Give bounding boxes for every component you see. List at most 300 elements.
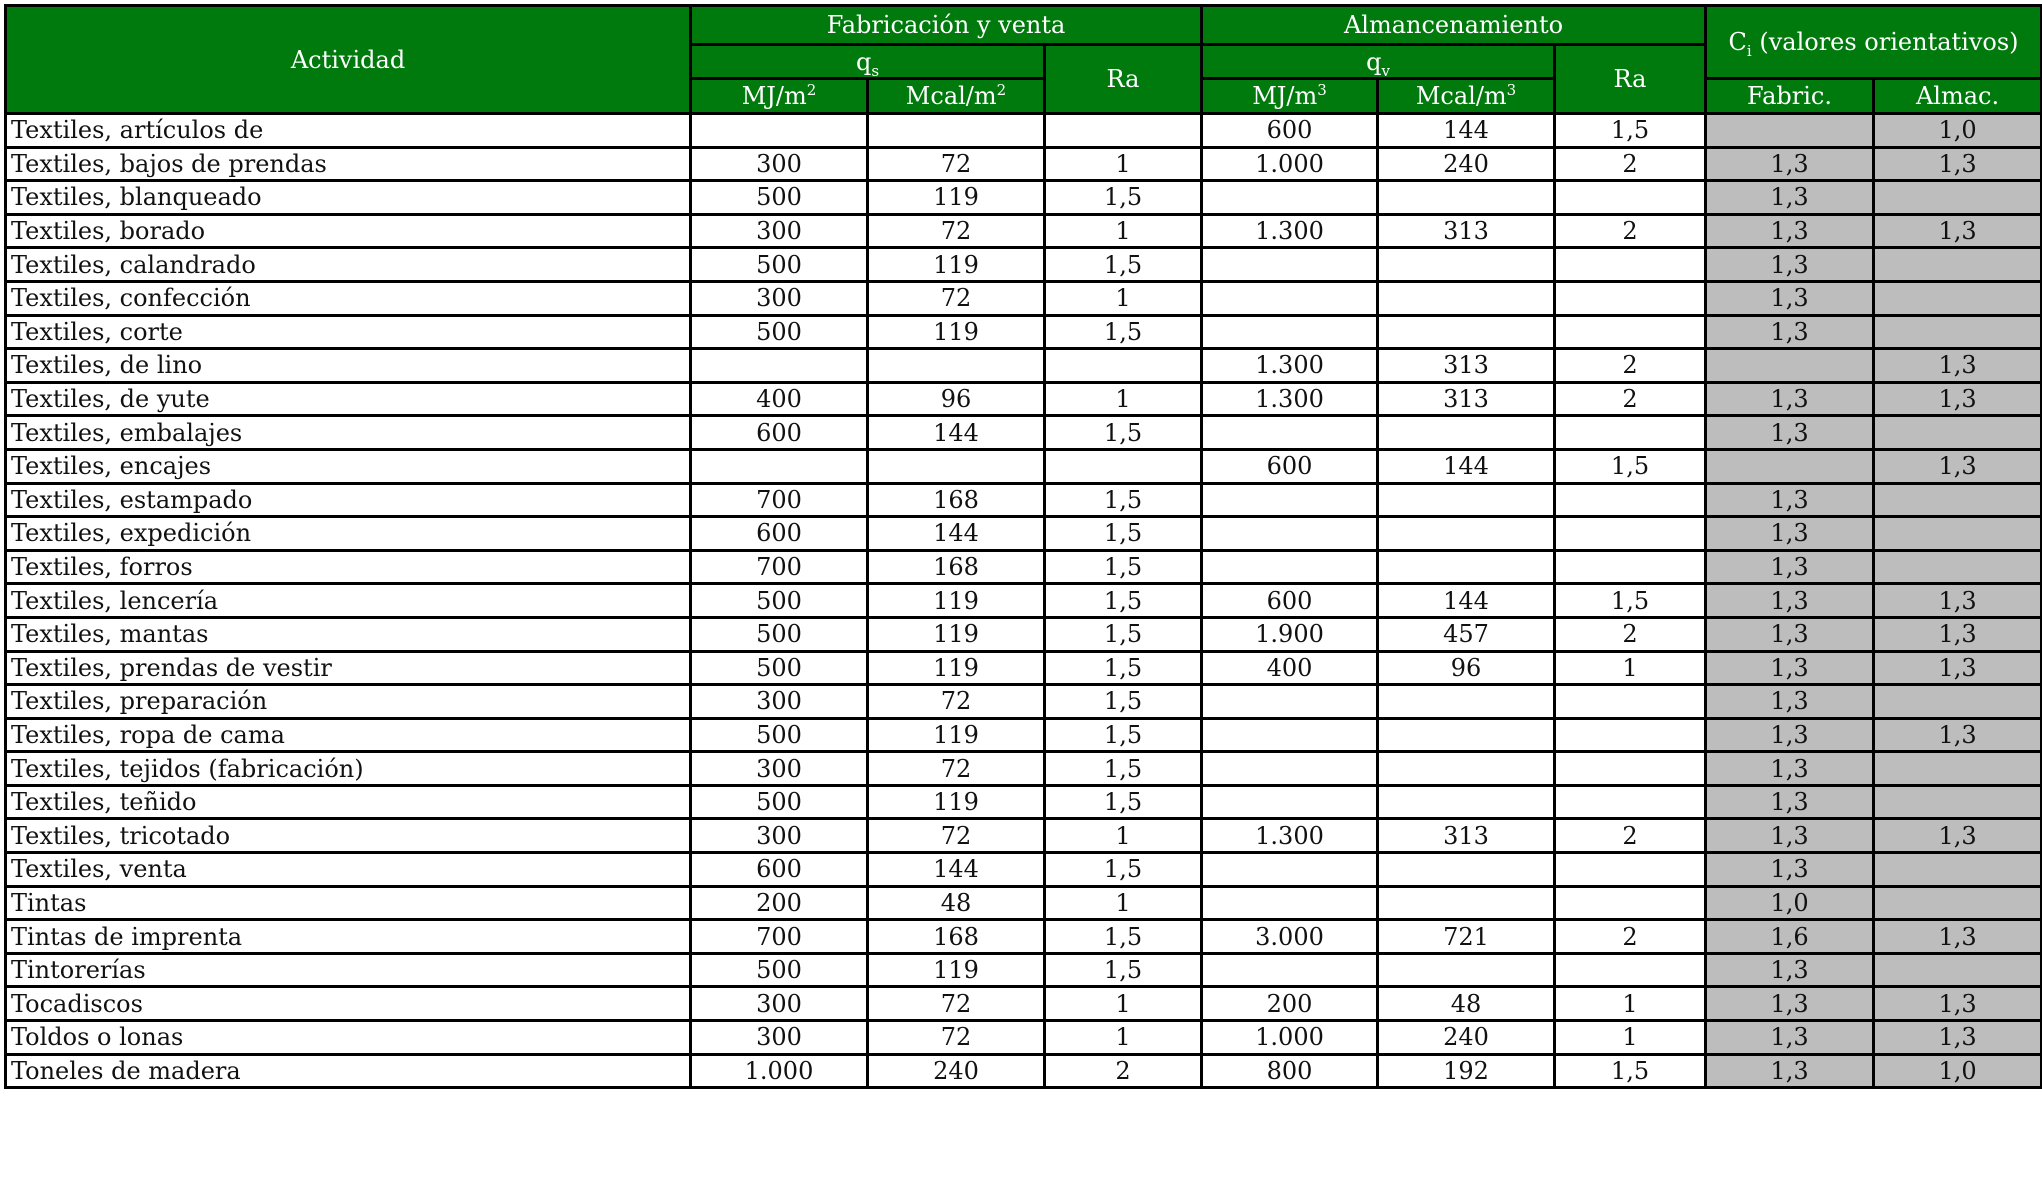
cell-fab-mj-m2: 300 — [691, 281, 868, 315]
cell-alm-mcal-m3: 48 — [1378, 987, 1555, 1021]
cell-alm-mcal-m3: 144 — [1378, 449, 1555, 483]
cell-ci-fabric: 1,3 — [1706, 617, 1874, 651]
cell-actividad: Textiles, borado — [6, 214, 691, 248]
cell-alm-ra — [1555, 718, 1706, 752]
cell-fab-ra: 1,5 — [1045, 181, 1202, 215]
table-header — [6, 6, 2042, 114]
cell-fab-mcal-m2: 168 — [868, 920, 1045, 954]
cell-fab-mcal-m2: 119 — [868, 248, 1045, 282]
cell-fab-mj-m2: 700 — [691, 920, 868, 954]
cell-alm-ra — [1555, 785, 1706, 819]
cell-ci-almac: 1,3 — [1874, 349, 2042, 383]
cell-ci-fabric: 1,3 — [1706, 853, 1874, 887]
cell-fab-ra: 2 — [1045, 1054, 1202, 1088]
table-row — [6, 281, 2042, 315]
cell-actividad: Toldos o lonas — [6, 1021, 691, 1055]
cell-ci-almac — [1874, 886, 2042, 920]
cell-ci-almac — [1874, 248, 2042, 282]
cell-actividad: Textiles, estampado — [6, 483, 691, 517]
cell-ci-almac — [1874, 785, 2042, 819]
cell-fab-mcal-m2: 72 — [868, 819, 1045, 853]
cell-ci-almac: 1,3 — [1874, 214, 2042, 248]
cell-alm-ra: 2 — [1555, 617, 1706, 651]
cell-alm-mcal-m3 — [1378, 181, 1555, 215]
cell-alm-mcal-m3: 721 — [1378, 920, 1555, 954]
header-qv: $q_v$ — [1202, 45, 1555, 79]
table-row — [6, 1021, 2042, 1055]
cell-fab-ra: 1,5 — [1045, 416, 1202, 450]
cell-ci-fabric: 1,3 — [1706, 181, 1874, 215]
cell-fab-mj-m2: 500 — [691, 617, 868, 651]
cell-actividad: Textiles, corte — [6, 315, 691, 349]
cell-alm-mcal-m3 — [1378, 853, 1555, 887]
fire-load-table — [4, 4, 2042, 1089]
cell-fab-mcal-m2: 72 — [868, 281, 1045, 315]
table-row — [6, 651, 2042, 685]
cell-ci-almac — [1874, 953, 2042, 987]
table-row — [6, 987, 2042, 1021]
cell-fab-mcal-m2 — [868, 349, 1045, 383]
cell-alm-mcal-m3 — [1378, 483, 1555, 517]
table-row — [6, 214, 2042, 248]
cell-alm-mj-m3: 1.000 — [1202, 147, 1378, 181]
cell-fab-ra: 1,5 — [1045, 752, 1202, 786]
cell-ci-almac — [1874, 416, 2042, 450]
header-fabricacion-venta: Fabricación y venta — [691, 6, 1202, 45]
cell-ci-almac: 1,3 — [1874, 819, 2042, 853]
cell-alm-ra: 1,5 — [1555, 449, 1706, 483]
cell-ci-fabric: 1,3 — [1706, 281, 1874, 315]
cell-fab-mj-m2 — [691, 114, 868, 148]
cell-fab-ra: 1,5 — [1045, 315, 1202, 349]
cell-alm-mcal-m3: 457 — [1378, 617, 1555, 651]
cell-alm-ra — [1555, 416, 1706, 450]
cell-alm-mj-m3 — [1202, 785, 1378, 819]
fire-load-table-container — [4, 4, 2042, 1089]
header-qs: $q_s$ — [691, 45, 1045, 79]
cell-fab-mj-m2 — [691, 449, 868, 483]
cell-alm-ra: 2 — [1555, 819, 1706, 853]
cell-fab-ra: 1 — [1045, 214, 1202, 248]
cell-alm-ra — [1555, 248, 1706, 282]
cell-ci-fabric: 1,3 — [1706, 382, 1874, 416]
cell-fab-mcal-m2: 72 — [868, 752, 1045, 786]
cell-alm-mcal-m3: 313 — [1378, 214, 1555, 248]
cell-ci-almac: 1,3 — [1874, 987, 2042, 1021]
cell-fab-mj-m2: 500 — [691, 785, 868, 819]
cell-ci-almac — [1874, 281, 2042, 315]
cell-alm-ra — [1555, 752, 1706, 786]
cell-alm-mcal-m3: 240 — [1378, 1021, 1555, 1055]
table-row — [6, 349, 2042, 383]
cell-fab-ra: 1,5 — [1045, 853, 1202, 887]
table-row — [6, 685, 2042, 719]
cell-alm-mj-m3 — [1202, 315, 1378, 349]
cell-alm-ra: 1 — [1555, 987, 1706, 1021]
cell-fab-mcal-m2: 72 — [868, 987, 1045, 1021]
cell-alm-ra: 1 — [1555, 1021, 1706, 1055]
cell-ci-almac: 1,3 — [1874, 617, 2042, 651]
cell-alm-mj-m3 — [1202, 483, 1378, 517]
table-row — [6, 315, 2042, 349]
cell-alm-mcal-m3 — [1378, 718, 1555, 752]
cell-alm-mj-m3 — [1202, 248, 1378, 282]
table-row — [6, 181, 2042, 215]
cell-ci-almac: 1,3 — [1874, 920, 2042, 954]
cell-fab-ra: 1 — [1045, 1021, 1202, 1055]
cell-actividad: Textiles, artículos de — [6, 114, 691, 148]
cell-actividad: Textiles, embalajes — [6, 416, 691, 450]
cell-ci-fabric: 1,3 — [1706, 416, 1874, 450]
cell-ci-almac: 1,0 — [1874, 114, 2042, 148]
cell-ci-almac: 1,3 — [1874, 651, 2042, 685]
cell-fab-ra: 1,5 — [1045, 785, 1202, 819]
header-mj-m3: $MJ/m^3$ — [1202, 79, 1378, 114]
cell-alm-mj-m3 — [1202, 953, 1378, 987]
cell-alm-ra — [1555, 281, 1706, 315]
cell-ci-almac: 1,0 — [1874, 1054, 2042, 1088]
cell-fab-mcal-m2: 96 — [868, 382, 1045, 416]
cell-actividad: Tintas de imprenta — [6, 920, 691, 954]
cell-alm-ra: 1,5 — [1555, 114, 1706, 148]
cell-alm-mj-m3 — [1202, 416, 1378, 450]
cell-alm-mcal-m3: 144 — [1378, 114, 1555, 148]
header-almacenamiento: Almancenamiento — [1202, 6, 1706, 45]
cell-actividad: Textiles, prendas de vestir — [6, 651, 691, 685]
cell-ci-almac — [1874, 685, 2042, 719]
cell-fab-mcal-m2: 72 — [868, 147, 1045, 181]
cell-ci-fabric: 1,3 — [1706, 651, 1874, 685]
cell-alm-ra: 1,5 — [1555, 584, 1706, 618]
table-row — [6, 147, 2042, 181]
cell-alm-ra — [1555, 685, 1706, 719]
cell-fab-ra: 1,5 — [1045, 651, 1202, 685]
cell-alm-mj-m3: 600 — [1202, 449, 1378, 483]
cell-ci-almac — [1874, 517, 2042, 551]
table-row — [6, 416, 2042, 450]
cell-fab-mj-m2: 700 — [691, 483, 868, 517]
cell-alm-mj-m3 — [1202, 550, 1378, 584]
cell-fab-mj-m2: 300 — [691, 214, 868, 248]
cell-alm-mcal-m3 — [1378, 785, 1555, 819]
cell-fab-ra: 1 — [1045, 819, 1202, 853]
cell-fab-mcal-m2: 119 — [868, 584, 1045, 618]
cell-fab-ra — [1045, 449, 1202, 483]
cell-alm-ra — [1555, 853, 1706, 887]
cell-alm-ra — [1555, 953, 1706, 987]
cell-alm-mcal-m3 — [1378, 248, 1555, 282]
cell-ci-fabric: 1,3 — [1706, 685, 1874, 719]
cell-ci-fabric: 1,3 — [1706, 718, 1874, 752]
cell-fab-ra: 1,5 — [1045, 718, 1202, 752]
cell-fab-ra: 1,5 — [1045, 550, 1202, 584]
cell-alm-mj-m3: 1.300 — [1202, 214, 1378, 248]
table-row — [6, 617, 2042, 651]
cell-fab-ra: 1,5 — [1045, 483, 1202, 517]
table-row — [6, 114, 2042, 148]
cell-fab-mj-m2: 600 — [691, 853, 868, 887]
cell-actividad: Textiles, calandrado — [6, 248, 691, 282]
header-ci-valores: $C_i$ (valores orientativos) — [1706, 6, 2042, 79]
cell-alm-mcal-m3 — [1378, 281, 1555, 315]
cell-fab-ra: 1,5 — [1045, 517, 1202, 551]
cell-alm-mcal-m3: 144 — [1378, 584, 1555, 618]
header-actividad: Actividad — [6, 6, 691, 114]
cell-fab-ra — [1045, 114, 1202, 148]
cell-ci-fabric: 1,3 — [1706, 987, 1874, 1021]
table-row — [6, 953, 2042, 987]
table-row — [6, 1054, 2042, 1088]
cell-fab-mcal-m2: 48 — [868, 886, 1045, 920]
cell-alm-ra: 2 — [1555, 349, 1706, 383]
cell-alm-mcal-m3 — [1378, 517, 1555, 551]
header-almac: Almac. — [1874, 79, 2042, 114]
cell-ci-fabric: 1,3 — [1706, 248, 1874, 282]
cell-fab-mj-m2: 200 — [691, 886, 868, 920]
table-row — [6, 584, 2042, 618]
cell-alm-mcal-m3 — [1378, 685, 1555, 719]
cell-fab-ra: 1 — [1045, 281, 1202, 315]
cell-alm-mcal-m3 — [1378, 416, 1555, 450]
cell-ci-almac: 1,3 — [1874, 584, 2042, 618]
cell-fab-mj-m2: 600 — [691, 416, 868, 450]
cell-alm-mcal-m3 — [1378, 550, 1555, 584]
cell-fab-ra: 1,5 — [1045, 248, 1202, 282]
cell-alm-mj-m3 — [1202, 853, 1378, 887]
table-row — [6, 517, 2042, 551]
cell-alm-ra: 1 — [1555, 651, 1706, 685]
cell-actividad: Textiles, confección — [6, 281, 691, 315]
cell-fab-mj-m2: 500 — [691, 953, 868, 987]
header-ra-fabricacion: Ra — [1045, 45, 1202, 114]
cell-actividad: Toneles de madera — [6, 1054, 691, 1088]
cell-alm-mj-m3: 400 — [1202, 651, 1378, 685]
header-mj-m2: $MJ/m^2$ — [691, 79, 868, 114]
cell-fab-mj-m2: 700 — [691, 550, 868, 584]
cell-ci-fabric: 1,3 — [1706, 819, 1874, 853]
cell-actividad: Textiles, venta — [6, 853, 691, 887]
cell-ci-almac — [1874, 752, 2042, 786]
cell-ci-almac — [1874, 181, 2042, 215]
cell-ci-fabric: 1,3 — [1706, 752, 1874, 786]
cell-ci-fabric: 1,3 — [1706, 953, 1874, 987]
cell-alm-ra — [1555, 483, 1706, 517]
cell-fab-mcal-m2 — [868, 449, 1045, 483]
cell-fab-mj-m2: 400 — [691, 382, 868, 416]
cell-alm-ra — [1555, 517, 1706, 551]
cell-ci-almac — [1874, 315, 2042, 349]
cell-fab-mcal-m2: 119 — [868, 785, 1045, 819]
cell-alm-mj-m3 — [1202, 181, 1378, 215]
cell-alm-mj-m3 — [1202, 718, 1378, 752]
cell-actividad: Textiles, tejidos (fabricación) — [6, 752, 691, 786]
cell-alm-mj-m3: 200 — [1202, 987, 1378, 1021]
cell-fab-mcal-m2: 72 — [868, 685, 1045, 719]
table-row — [6, 718, 2042, 752]
cell-ci-fabric: 1,3 — [1706, 517, 1874, 551]
cell-alm-mj-m3: 1.000 — [1202, 1021, 1378, 1055]
cell-fab-ra: 1 — [1045, 147, 1202, 181]
cell-ci-fabric: 1,3 — [1706, 147, 1874, 181]
cell-alm-ra: 2 — [1555, 382, 1706, 416]
cell-fab-ra: 1 — [1045, 886, 1202, 920]
cell-alm-mcal-m3 — [1378, 315, 1555, 349]
table-row — [6, 920, 2042, 954]
table-body — [6, 114, 2042, 1088]
cell-alm-mcal-m3: 313 — [1378, 382, 1555, 416]
table-row — [6, 248, 2042, 282]
cell-alm-mcal-m3: 313 — [1378, 349, 1555, 383]
cell-fab-mj-m2: 300 — [691, 987, 868, 1021]
cell-alm-mj-m3: 600 — [1202, 584, 1378, 618]
cell-actividad: Textiles, de yute — [6, 382, 691, 416]
header-mcal-m2: Mcal/$m^2$ — [868, 79, 1045, 114]
cell-actividad: Textiles, de lino — [6, 349, 691, 383]
cell-ci-fabric: 1,3 — [1706, 550, 1874, 584]
cell-alm-ra: 2 — [1555, 214, 1706, 248]
cell-ci-almac — [1874, 853, 2042, 887]
cell-actividad: Textiles, lencería — [6, 584, 691, 618]
cell-ci-fabric: 1,3 — [1706, 483, 1874, 517]
cell-fab-mj-m2: 300 — [691, 147, 868, 181]
cell-fab-mj-m2: 1.000 — [691, 1054, 868, 1088]
cell-alm-ra: 1,5 — [1555, 1054, 1706, 1088]
cell-fab-mcal-m2: 119 — [868, 315, 1045, 349]
cell-alm-mcal-m3: 192 — [1378, 1054, 1555, 1088]
table-row — [6, 382, 2042, 416]
cell-fab-mcal-m2: 168 — [868, 550, 1045, 584]
cell-ci-fabric: 1,3 — [1706, 785, 1874, 819]
cell-fab-mj-m2: 500 — [691, 584, 868, 618]
cell-fab-ra: 1,5 — [1045, 953, 1202, 987]
cell-alm-mj-m3 — [1202, 752, 1378, 786]
cell-fab-mcal-m2: 144 — [868, 853, 1045, 887]
cell-ci-fabric: 1,6 — [1706, 920, 1874, 954]
cell-fab-mcal-m2: 144 — [868, 416, 1045, 450]
cell-fab-mj-m2: 500 — [691, 651, 868, 685]
cell-alm-mcal-m3: 96 — [1378, 651, 1555, 685]
cell-actividad: Textiles, mantas — [6, 617, 691, 651]
cell-alm-mj-m3: 600 — [1202, 114, 1378, 148]
cell-fab-mcal-m2: 119 — [868, 617, 1045, 651]
cell-fab-mj-m2: 500 — [691, 315, 868, 349]
cell-ci-fabric: 1,0 — [1706, 886, 1874, 920]
cell-alm-mj-m3: 3.000 — [1202, 920, 1378, 954]
cell-fab-mcal-m2: 72 — [868, 214, 1045, 248]
cell-alm-mcal-m3 — [1378, 752, 1555, 786]
cell-fab-ra: 1,5 — [1045, 584, 1202, 618]
table-row — [6, 886, 2042, 920]
cell-ci-fabric — [1706, 114, 1874, 148]
cell-fab-mcal-m2: 119 — [868, 718, 1045, 752]
cell-fab-mj-m2: 500 — [691, 248, 868, 282]
cell-ci-fabric: 1,3 — [1706, 1054, 1874, 1088]
table-row — [6, 819, 2042, 853]
table-row — [6, 550, 2042, 584]
cell-alm-ra — [1555, 886, 1706, 920]
cell-alm-ra — [1555, 181, 1706, 215]
cell-fab-mcal-m2: 144 — [868, 517, 1045, 551]
cell-ci-almac: 1,3 — [1874, 718, 2042, 752]
cell-fab-mj-m2: 300 — [691, 752, 868, 786]
cell-alm-mcal-m3: 313 — [1378, 819, 1555, 853]
cell-alm-mj-m3: 1.900 — [1202, 617, 1378, 651]
cell-alm-mj-m3 — [1202, 517, 1378, 551]
cell-ci-almac — [1874, 483, 2042, 517]
header-fabric: Fabric. — [1706, 79, 1874, 114]
cell-alm-mj-m3 — [1202, 281, 1378, 315]
cell-ci-almac: 1,3 — [1874, 1021, 2042, 1055]
cell-alm-ra — [1555, 315, 1706, 349]
cell-fab-mj-m2: 300 — [691, 819, 868, 853]
cell-alm-mj-m3 — [1202, 886, 1378, 920]
cell-actividad: Textiles, bajos de prendas — [6, 147, 691, 181]
cell-alm-mcal-m3: 240 — [1378, 147, 1555, 181]
cell-actividad: Textiles, tricotado — [6, 819, 691, 853]
cell-actividad: Tocadiscos — [6, 987, 691, 1021]
cell-fab-mcal-m2: 119 — [868, 953, 1045, 987]
cell-alm-mj-m3: 1.300 — [1202, 819, 1378, 853]
cell-fab-mcal-m2 — [868, 114, 1045, 148]
cell-alm-ra: 2 — [1555, 147, 1706, 181]
cell-fab-mcal-m2: 168 — [868, 483, 1045, 517]
cell-fab-mcal-m2: 119 — [868, 651, 1045, 685]
cell-fab-ra: 1,5 — [1045, 920, 1202, 954]
cell-ci-almac: 1,3 — [1874, 382, 2042, 416]
cell-actividad: Textiles, ropa de cama — [6, 718, 691, 752]
table-row — [6, 483, 2042, 517]
cell-ci-fabric: 1,3 — [1706, 214, 1874, 248]
cell-alm-mj-m3 — [1202, 685, 1378, 719]
cell-alm-mj-m3: 1.300 — [1202, 349, 1378, 383]
cell-ci-fabric — [1706, 449, 1874, 483]
cell-actividad: Tintas — [6, 886, 691, 920]
table-row — [6, 853, 2042, 887]
cell-actividad: Textiles, expedición — [6, 517, 691, 551]
table-row — [6, 449, 2042, 483]
cell-fab-mcal-m2: 119 — [868, 181, 1045, 215]
header-ra-almacenamiento: Ra — [1555, 45, 1706, 114]
cell-fab-ra: 1,5 — [1045, 685, 1202, 719]
cell-alm-mj-m3: 1.300 — [1202, 382, 1378, 416]
cell-actividad: Textiles, encajes — [6, 449, 691, 483]
cell-ci-fabric: 1,3 — [1706, 1021, 1874, 1055]
cell-fab-mj-m2: 300 — [691, 1021, 868, 1055]
cell-alm-mj-m3: 800 — [1202, 1054, 1378, 1088]
table-row — [6, 752, 2042, 786]
cell-fab-ra — [1045, 349, 1202, 383]
cell-fab-mj-m2: 300 — [691, 685, 868, 719]
cell-fab-mj-m2: 500 — [691, 181, 868, 215]
cell-ci-almac — [1874, 550, 2042, 584]
cell-alm-mcal-m3 — [1378, 886, 1555, 920]
cell-fab-mj-m2 — [691, 349, 868, 383]
header-mcal-m3: Mcal/$m^3$ — [1378, 79, 1555, 114]
cell-ci-almac: 1,3 — [1874, 147, 2042, 181]
cell-alm-mcal-m3 — [1378, 953, 1555, 987]
cell-actividad: Tintorerías — [6, 953, 691, 987]
cell-fab-ra: 1 — [1045, 987, 1202, 1021]
cell-actividad: Textiles, forros — [6, 550, 691, 584]
cell-fab-mj-m2: 500 — [691, 718, 868, 752]
cell-fab-ra: 1,5 — [1045, 617, 1202, 651]
cell-ci-almac: 1,3 — [1874, 449, 2042, 483]
cell-alm-ra — [1555, 550, 1706, 584]
cell-ci-fabric — [1706, 349, 1874, 383]
cell-fab-ra: 1 — [1045, 382, 1202, 416]
cell-actividad: Textiles, preparación — [6, 685, 691, 719]
cell-alm-ra: 2 — [1555, 920, 1706, 954]
